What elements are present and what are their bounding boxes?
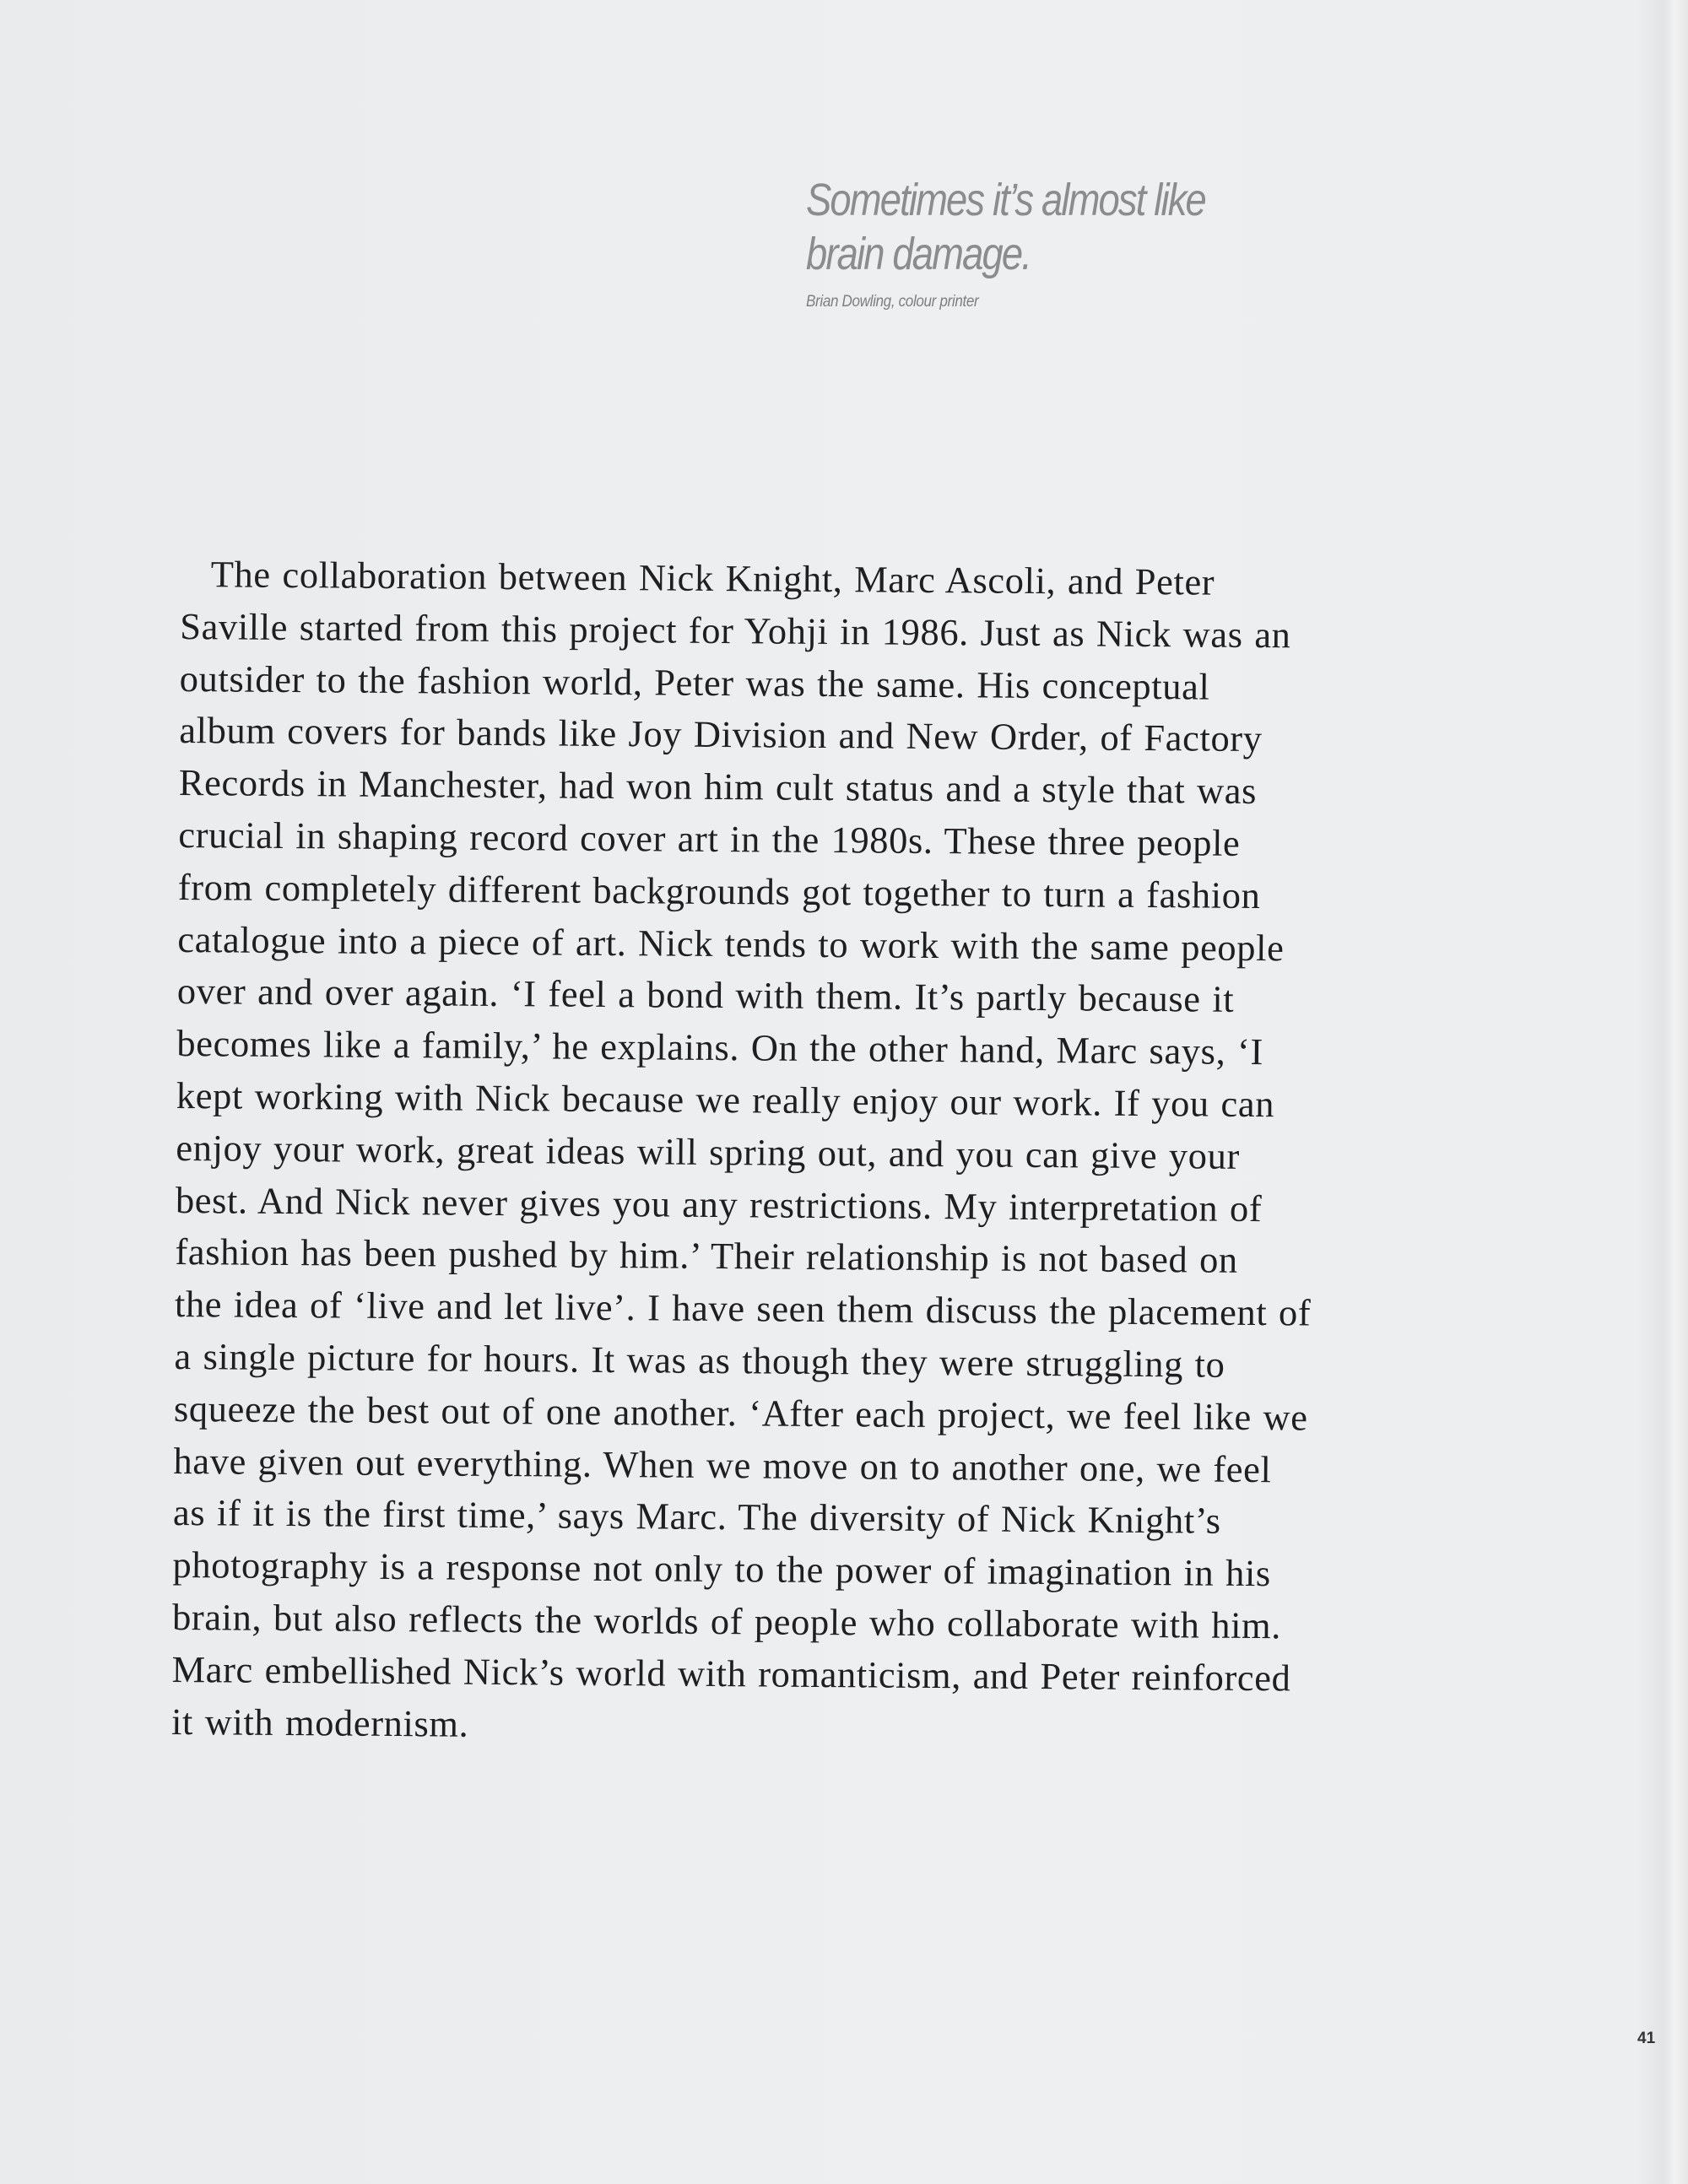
body-line: becomes like a family,’ he explains. On the other hand, Marc says, ‘I: [176, 1022, 1264, 1073]
page-number: 41: [1637, 2030, 1656, 2047]
pull-quote: [806, 173, 1397, 311]
body-line: the idea of ‘live and let live’. I have seen them discuss the placement of: [174, 1283, 1312, 1334]
body-line: crucial in shaping record cover art in the 1980s. These three people: [178, 813, 1241, 864]
pull-quote-text: [806, 173, 1246, 281]
body-line: catalogue into a piece of art. Nick tends to work with the same people: [177, 917, 1285, 969]
body-line: outsider to the fashion world, Peter was the same. His conceptual: [179, 657, 1210, 708]
body-line: as if it is the first time,’ says Marc. The diversity of Nick Knight’s: [172, 1491, 1221, 1543]
body-line: album covers for bands like Joy Division and New Order, of Factory: [179, 709, 1263, 760]
body-line: Marc embellished Nick’s world with romanticism, and Peter reinforced: [171, 1647, 1291, 1700]
body-line: brain, but also reflects the worlds of people who collaborate with him.: [171, 1595, 1282, 1647]
body-line: The collaboration between Nick Knight, Marc Ascoli, and Peter: [210, 553, 1215, 603]
body-line: photography is a response not only to the power of imagination in his: [172, 1543, 1272, 1595]
pull-quote-line: Sometimes it’s almost like: [806, 175, 1205, 225]
body-line: Records in Manchester, had won him cult status and a style that was: [178, 761, 1258, 813]
body-line: best. And Nick never gives you any restrictions. My interpretation of: [175, 1178, 1263, 1230]
body-line: a single picture for hours. It was as though they were struggling to: [174, 1334, 1225, 1386]
body-line: it with modernism.: [170, 1700, 469, 1745]
body-line: enjoy your work, great ideas will spring out, and you can give your: [176, 1126, 1241, 1177]
body-paragraph: [171, 549, 1463, 1758]
body-line: have given out everything. When we move on to another one, we feel: [173, 1439, 1272, 1490]
body-line: over and over again. ‘I feel a bond with them. It’s partly because it: [176, 970, 1235, 1021]
body-line: Saville started from this project for Yohji in 1986. Just as Nick was an: [180, 604, 1291, 657]
body-line: fashion has been pushed by him.’ Their relationship is not based on: [175, 1230, 1238, 1282]
pull-quote-attribution: Brian Dowling, colour printer: [806, 293, 979, 311]
body-line: from completely different backgrounds got together to turn a fashion: [177, 865, 1261, 916]
pull-quote-line: brain damage.: [806, 229, 1031, 279]
body-line: squeeze the best out of one another. ‘After each project, we feel like we: [173, 1387, 1308, 1439]
body-line: kept working with Nick because we really enjoy our work. If you can: [176, 1073, 1275, 1126]
